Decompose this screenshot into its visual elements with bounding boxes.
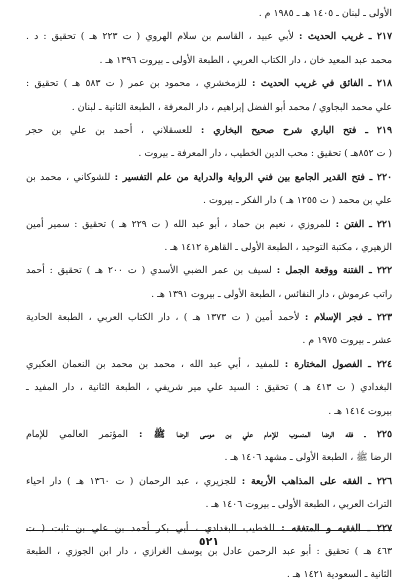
bibliography-line <box>26 470 392 493</box>
bibliography-line <box>26 49 392 72</box>
bibliography-line <box>26 563 392 586</box>
entry-title: ٢٢٣ ـ فجر الإسلام : <box>304 312 392 324</box>
entry-title: ٢٢١ ـ الفتن : <box>335 218 392 230</box>
entry-text: عشر ـ بيروت ١٩٧٥ م . <box>302 335 392 347</box>
entry-text: محمد عبد المعيد خان ، دار الكتاب العربي ، الطبعة الأولى ـ بيروت ١٣٩٦ هـ . <box>99 54 392 66</box>
entry-text: لأبي عبيد ، القاسم بن سلام الهروي ( ت ٢٢٣ هـ ) تحقيق : د . <box>26 31 299 43</box>
entry-text: راتب عرموش ، دار النفائس ، الطبعة الأولى ـ بيروت ١٣٩١ هـ . <box>151 288 392 300</box>
bibliography-line <box>26 166 392 189</box>
bibliography-line <box>26 119 392 142</box>
entry-title: ٢٢٤ ـ الفصول المختارة : <box>284 358 392 370</box>
entry-title: ٢٢٢ ـ الفتنة ووقعة الجمل : <box>276 265 392 277</box>
page-number: ٥٢١ <box>198 535 220 548</box>
entry-text: ٤٦٣ هـ ) تحقيق : أبو عبد الرحمن عادل بن يوسف الغرازي ، دار ابن الجوزي ، الطبعة <box>26 545 392 557</box>
footer-rule <box>26 530 392 531</box>
entry-title: ٢١٧ ـ غريب الحديث : <box>298 31 392 43</box>
entry-text: المؤتمر العالمي للإمام <box>26 429 139 441</box>
bibliography-line <box>26 306 392 329</box>
bibliography-line <box>26 376 392 399</box>
bibliography-line <box>26 493 392 516</box>
bibliography-line <box>26 2 392 25</box>
bibliography-line <box>26 259 392 282</box>
bibliography-line <box>26 423 392 446</box>
entry-text: للجزيري ، عبد الرحمان ( ت ١٣٦٠ هـ ) دار احياء <box>26 475 242 487</box>
entry-text: للزمخشري ، محمود بن عمر ( ت ٥٨٣ هـ ) تحقيق : <box>26 78 252 90</box>
entry-text: التراث العربي ، الطبعة الأولى ـ بيروت ١٤٠٦ هـ . <box>205 499 392 511</box>
entry-title: ٢٢٧ ـ الفقيه و المتفقه : <box>281 522 393 534</box>
bibliography-line <box>26 283 392 306</box>
entry-title: ٢١٩ ـ فتح الباري شرح صحيح البخاري : <box>200 124 392 136</box>
entry-text: الأولى ـ لبنان ـ ١٤٠٥ هـ ـ ١٩٨٥ م . <box>258 8 392 19</box>
bibliography-line <box>26 25 392 48</box>
bibliography-line <box>26 96 392 119</box>
entry-title: ٢٢٦ ـ الفقه على المذاهب الأربعة : <box>241 475 392 487</box>
entry-text: للمفيد ، أبي عبد الله ، محمد بن محمد بن النعمان العكبري <box>26 358 285 370</box>
entry-text: للشوكاني ، محمد بن <box>26 171 115 183</box>
entry-title: ٢١٨ ـ الفائق في غريب الحديث : <box>251 78 393 90</box>
entry-title: ٢٢٠ ـ فتح القدير الجامع بين فني الرواية والدراية من علم التفسير : <box>114 171 393 183</box>
entry-text: لأحمد أمين ( ت ١٣٧٣ هـ ) ، دار الكتاب العربي ، الطبعة الحادية <box>26 312 305 324</box>
entry-text: للعسقلاني ، أحمد بن علي بن حجر <box>26 124 201 136</box>
bibliography-line <box>26 213 392 236</box>
bibliography-line <box>26 236 392 259</box>
entry-text: للمروزي ، نعيم بن حماد ، أبو عبد الله ( ت ٢٢٩ هـ ) تحقيق : سمير أمين <box>26 218 336 230</box>
entry-text: علي بن محمد ( ت ١٢٥٥ هـ ) دار الفكر ـ بيروت . <box>203 195 392 207</box>
entry-text: علي محمد البجاوي / محمد أبو الفضل إبراهيم ، دار المعرفة ، الطبعة الثانية ـ لبنان . <box>71 101 392 113</box>
bibliography-line <box>26 72 392 95</box>
bibliography-line <box>26 400 392 423</box>
entry-text: لسيف بن عمر الضبي الأسدي ( ت ٢٠٠ هـ ) تحقيق : أحمد <box>26 265 277 277</box>
entry-text: للخطيب البغدادي ، أبي بكر أحمد بن علي بن ثابت ( ت <box>26 522 282 534</box>
entry-text: البغدادي ( ت ٤١٣ هـ ) تحقيق : السيد علي مير شريفي ، الطبعة الثانية ، دار المفيد ـ <box>26 382 392 394</box>
bibliography-line <box>26 329 392 352</box>
bibliography-line <box>26 446 392 469</box>
entry-text: ( ت ٨٥٢هـ ) تحقيق : محب الدين الخطيب ، دار المعرفة ـ بيروت . <box>138 148 392 160</box>
entry-text: الثانية ـ السعودية ١٤٢١ هـ . <box>286 569 392 581</box>
entry-title: ٢٢٥ ـ فقه الرضا المنسوب للإمام علي بن موسى الرضا ﷺ : <box>138 429 392 441</box>
bibliography-line <box>26 189 392 212</box>
bibliography-line <box>26 353 392 376</box>
entry-text: الرضا ﷺ ، الطبعة الأولى ـ مشهد ١٤٠٦ هـ . <box>224 452 392 464</box>
bibliography-line <box>26 142 392 165</box>
entry-text: بيروت ١٤١٤ هـ . <box>328 405 392 417</box>
entry-text: الزهيري ، مكتبة التوحيد ، الطبعة الأولى ـ القاهرة ١٤١٢ هـ . <box>164 241 392 253</box>
